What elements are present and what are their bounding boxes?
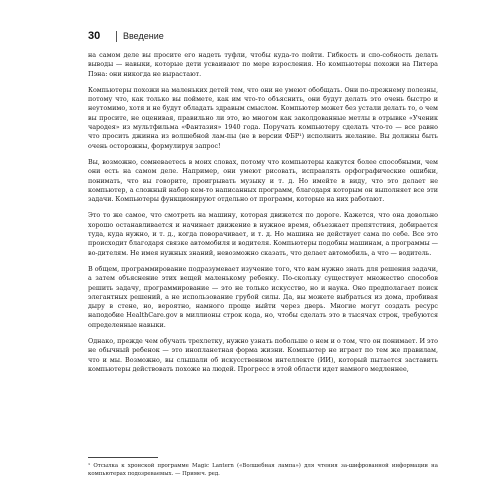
body-text: [88, 51, 438, 381]
footnote-divider: [88, 457, 158, 458]
page-number: 30: [88, 30, 101, 42]
paragraph-5: В общем, программирование подразумевает изучение того, что вам нужно знать для решения задачи, а затем объяснение этих вещей маленькому ребенку. По-скольку существует множество способов решить задачу, программирование — это не только искусство, но и наука. Оно предполагает поиск элегантных решений, а не использование грубой силы. Да, вы можете выбраться из дома, пробивая дыру в стене, но, вероятно, намного проще выйти через дверь. Многие могут создать ресурс наподобие HealthCare.gov в миллионы строк кода, но, чтобы сделать это в тысячах строк, требуются определенные навыки.: [88, 264, 438, 329]
header-divider: [116, 31, 117, 42]
paragraph-1: на самом деле вы просите его надеть туфли, чтобы куда-то пойти. Гибкость и спо-собность делать выводы — навыки, которые дети усваивают по мере взросления. Но компьютеры похожи на Питера Пэна: они никогда не вырастают.: [88, 51, 438, 78]
chapter-title: Введение: [123, 31, 164, 41]
paragraph-4: Это то же самое, что смотреть на машину, которая движется по дороге. Кажется, что она довольно хорошо останавливается и начинает движение в нужное время, объезжает препятствия, добирается туда, куда нужно, и т. д., когда поворачивает, и т. д. Но машина не действует сама по себе. Все это происходит благодаря связке автомобиля и водителя. Компьютеры подобны машинам, а программы — во-дителям. Не имея нужных знаний, невозможно сказать, что делает автомобиль, а что — водитель.: [88, 211, 438, 257]
paragraph-6: Однако, прежде чем обучать трехлетку, нужно узнать побольше о нем и о том, что он понимает. И это не обычный ребенок — это инопланетная форма жизни. Компьютер не играет по тем же правилам, что и мы. Возможно, вы слышали об искусственном интеллекте (ИИ), который пытается заставить компьютеры действовать похоже на людей. Прогресс в этой области идет намного медленнее,: [88, 337, 438, 373]
paragraph-3: Вы, возможно, сомневаетесь в моих словах, потому что компьютеры кажутся более способными, чем они есть на самом деле. Например, они умеют рисовать, исправлять орфографические ошибки, понимать, что вы говорите, проигрывать музыку и т. д. Но имейте в виду, что это делает не компьютер, а сложный набор кем-то написанных программ, благодаря которым он выполняет все эти задачи. Компьютеры функционируют отдельно от программ, которые на них работают.: [88, 157, 438, 204]
paragraph-2: Компьютеры похожи на маленьких детей тем, что они не умеют обобщать. Они по-прежнему полезны, потому что, как только вы поймете, как им что-то объяснить, они будут делать это очень быстро и неутомимо, хотя и не будут обладать здравым смыслом. Компьютер может без устали делать то, о чем вы просите, не оценивая, правильно ли это, во многом как заколдованные метлы в отрывке «Ученик чародея» из мультфильма «Фантазия» 1940 года. Поручать компьютеру сделать что-то — все равно что просить джинна из волшебной лам-пы (не в версии ФБР¹) исполнить желание. Вы должны быть очень осторожны, формулируя запрос!: [88, 85, 438, 150]
running-header: [88, 29, 440, 43]
footnote: ¹ Отсылка к хронской программе Magic Lantern («Волшебная лампа») для чтения за-шифрованной информации на компьютерах подозреваемых. — Примеч. ред.: [88, 463, 438, 477]
